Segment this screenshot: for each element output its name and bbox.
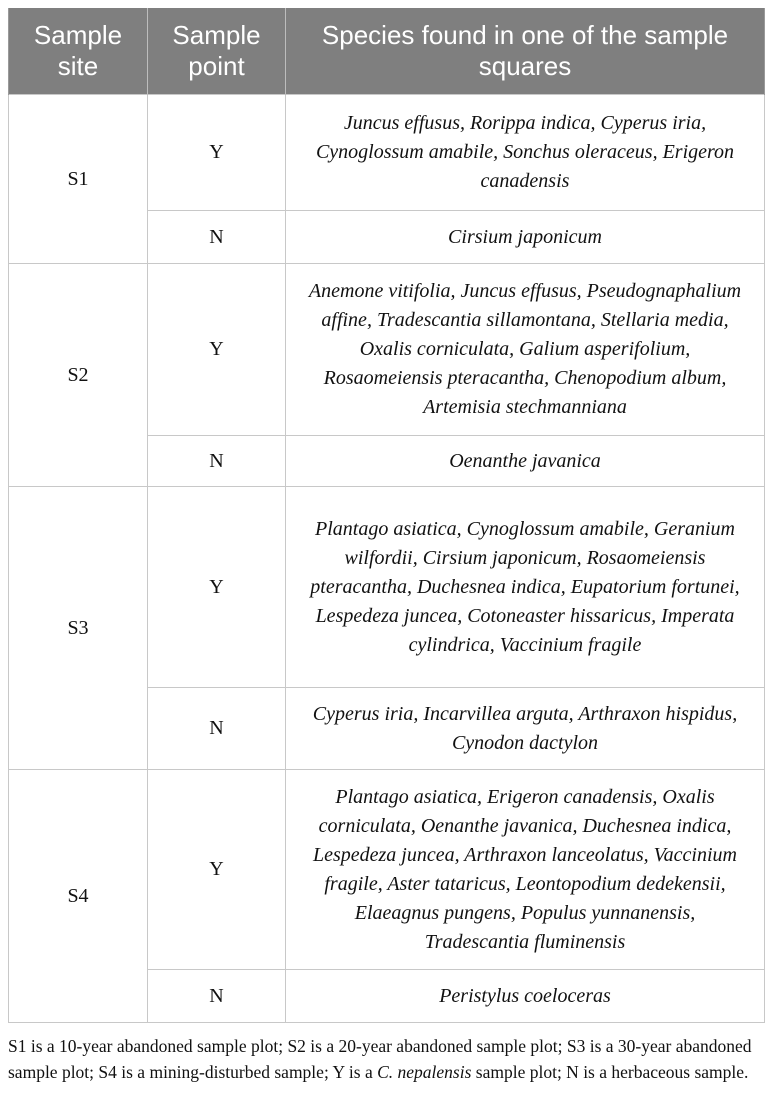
footnote-text-end: sample plot; N is a herbaceous sample. [471,1062,749,1082]
species-cell: Oenanthe javanica [286,436,765,487]
species-cell: Anemone vitifolia, Juncus effusus, Pseudognaphalium affine, Tradescantia sillamontana, Stellaria media, Oxalis corniculata, Galium asperifolium, Rosaomeiensis pteracantha, Chenopodium album, Artemisia stechmanniana [286,264,765,436]
header-sample-site: Sample site [9,8,148,95]
sample-site-cell: S4 [9,770,148,1023]
sample-point-cell: Y [148,264,286,436]
sample-point-cell: Y [148,95,286,211]
sample-point-cell: N [148,688,286,770]
sample-site-cell: S1 [9,95,148,264]
sample-point-cell: Y [148,770,286,970]
table-container [8,8,766,1085]
header-species: Species found in one of the sample squares [286,8,765,95]
footnote-text: S1 is a 10-year abandoned sample plot; S2 is a 20-year abandoned sample plot; S3 is a 30-year abandoned sample plot; S4 is a mining-disturbed sample; Y is a [8,1036,752,1082]
sample-site-cell: S2 [9,264,148,487]
sample-site-cell: S3 [9,487,148,770]
sample-point-cell: N [148,970,286,1023]
table-footnote [8,1033,768,1085]
species-table [8,8,765,1023]
species-cell: Cyperus iria, Incarvillea arguta, Arthraxon hispidus, Cynodon dactylon [286,688,765,770]
footnote-species-name: C. nepalensis [377,1062,472,1082]
table-row [9,95,765,211]
species-cell: Plantago asiatica, Erigeron canadensis, Oxalis corniculata, Oenanthe javanica, Duchesnea indica, Lespedeza juncea, Arthraxon lanceolatus, Vaccinium fragile, Aster tataricus, Leontopodium dedekensii, Elaeagnus pungens, Populus yunnanensis, Tradescantia fluminensis [286,770,765,970]
sample-point-cell: N [148,211,286,264]
header-row [9,8,765,95]
species-cell: Peristylus coeloceras [286,970,765,1023]
table-row [9,264,765,436]
table-row [9,770,765,970]
header-sample-point: Sample point [148,8,286,95]
species-cell: Plantago asiatica, Cynoglossum amabile, Geranium wilfordii, Cirsium japonicum, Rosaomeiensis pteracantha, Duchesnea indica, Eupatorium fortunei, Lespedeza juncea, Cotoneaster hissaricus, Imperata cylindrica, Vaccinium fragile [286,487,765,688]
species-cell: Juncus effusus, Rorippa indica, Cyperus iria, Cynoglossum amabile, Sonchus oleraceus, Erigeron canadensis [286,95,765,211]
sample-point-cell: Y [148,487,286,688]
species-cell: Cirsium japonicum [286,211,765,264]
table-row [9,487,765,688]
sample-point-cell: N [148,436,286,487]
